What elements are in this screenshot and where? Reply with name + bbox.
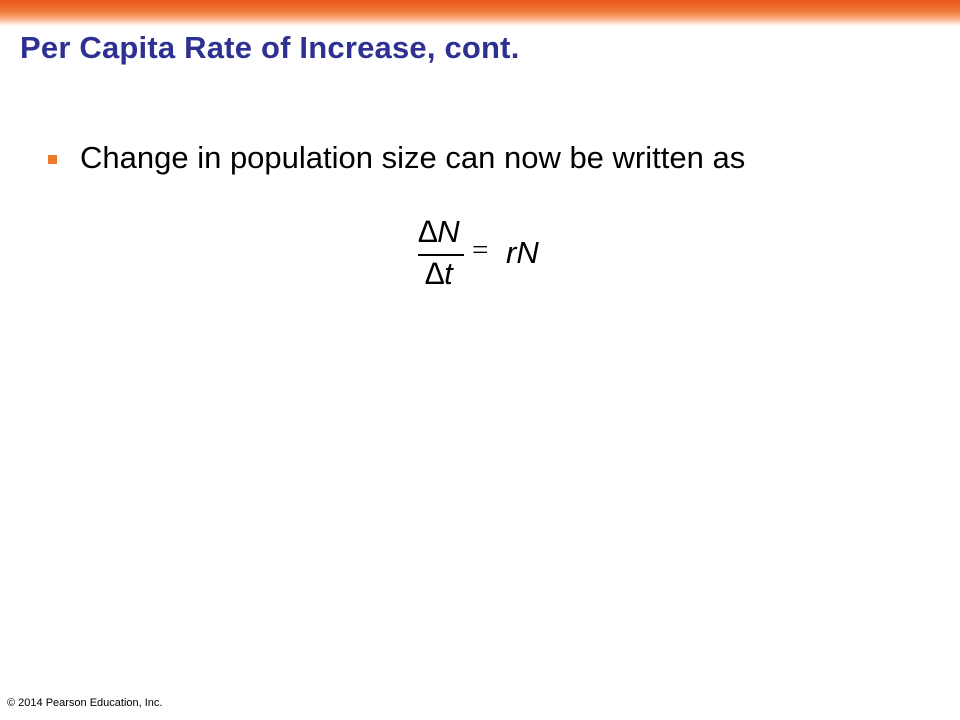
slide-title: Per Capita Rate of Increase, cont. xyxy=(20,30,520,65)
equation-rhs: rN xyxy=(506,235,539,270)
equation xyxy=(414,214,574,294)
fraction-denominator: ∆t xyxy=(425,256,453,291)
square-bullet-icon xyxy=(48,155,57,164)
copyright-footer: © 2014 Pearson Education, Inc. xyxy=(7,697,163,709)
bullet-item xyxy=(48,140,745,176)
equals-sign: = xyxy=(472,234,489,266)
bullet-text: Change in population size can now be written as xyxy=(80,140,746,175)
top-accent-bar xyxy=(0,0,960,26)
fraction-numerator: ∆N xyxy=(418,214,460,249)
